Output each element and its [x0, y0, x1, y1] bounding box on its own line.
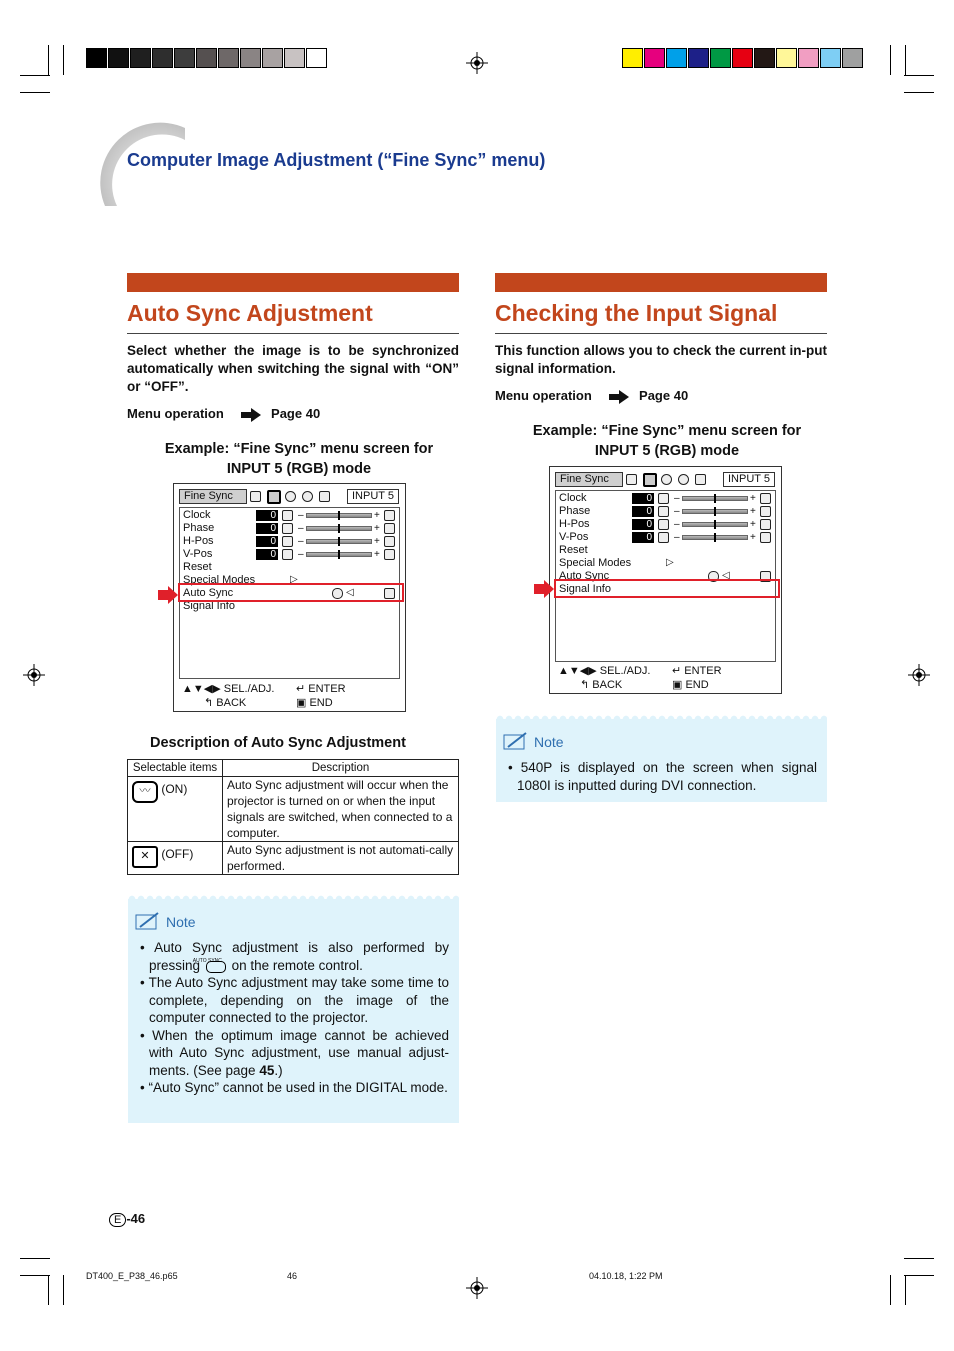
- description-table: [127, 759, 459, 875]
- osd-row-icon: [384, 549, 395, 560]
- osd-row-label: V-Pos: [559, 531, 589, 543]
- picture-menu-icon: [250, 491, 261, 502]
- gray-swatch: [152, 48, 173, 68]
- minus-icon: –: [298, 510, 304, 521]
- nav-sel: ▲▼◀▶ SEL./ADJ.: [558, 665, 651, 677]
- note-body: [508, 759, 817, 794]
- table-header: Selectable items: [128, 760, 223, 777]
- crop-mark: [20, 92, 50, 93]
- osd-row-icon: [760, 519, 771, 530]
- table-row: [128, 842, 459, 875]
- osd-row-icon: [384, 523, 395, 534]
- osd-row-value: 0: [256, 549, 278, 560]
- language-menu-icon: [319, 491, 330, 502]
- gray-swatch: [240, 48, 261, 68]
- auto-sync-on-icon: 〰: [132, 781, 158, 803]
- osd-row-label: Special Modes: [183, 574, 256, 586]
- plus-icon: +: [374, 523, 380, 534]
- menu-operation-page: Page 40: [271, 406, 321, 421]
- osd-row-icon: [282, 510, 293, 521]
- osd-row-icon: [658, 506, 669, 517]
- osd-row-value: 0: [256, 523, 278, 534]
- auto-sync-button-label: AUTO SYNC: [192, 957, 222, 964]
- osd-input-label: INPUT 5: [347, 489, 399, 504]
- osd-row-value: 0: [632, 506, 654, 517]
- plus-icon: +: [750, 506, 756, 517]
- osd-row-value: 0: [256, 510, 278, 521]
- nav-sel-label: SEL./ADJ.: [599, 665, 651, 677]
- table-header: Description: [223, 760, 459, 777]
- minus-icon: –: [674, 493, 680, 504]
- color-swatch: [644, 48, 665, 68]
- pointer-arrow-icon: [544, 580, 554, 598]
- osd-row-icon: [282, 549, 293, 560]
- osd-slider-marker: [338, 550, 340, 559]
- note-item: • The Auto Sync adjustment may take some time to complete, depending on the image of the computer connected to the projector.: [140, 975, 450, 1025]
- note-box-right: [496, 719, 827, 802]
- crop-mark: [63, 45, 64, 75]
- plus-icon: +: [750, 519, 756, 530]
- osd-slider-marker: [714, 520, 716, 529]
- color-swatch: [688, 48, 709, 68]
- osd-row-value: 0: [632, 519, 654, 530]
- color-swatch: [622, 48, 643, 68]
- submenu-arrow-icon: ▷: [290, 574, 298, 585]
- crop-mark: [20, 1258, 50, 1259]
- table-cell-desc: Auto Sync adjustment will occur when the projector is turned on or when the input signals are switched, when connected to a computer.: [223, 777, 459, 842]
- note-edge: [128, 895, 459, 903]
- options-menu-icon: [302, 491, 313, 502]
- page-title: Computer Image Adjustment (“Fine Sync” menu): [127, 150, 546, 170]
- crop-mark: [904, 1258, 934, 1259]
- page-number-text: -46: [126, 1211, 146, 1226]
- crop-mark: [63, 1275, 64, 1305]
- menu-operation: [127, 406, 320, 422]
- registration-mark-icon: [908, 664, 930, 686]
- minus-icon: –: [674, 532, 680, 543]
- plus-icon: +: [750, 493, 756, 504]
- item-on-label: (ON): [161, 782, 188, 796]
- note-text: on the remote control.: [231, 957, 363, 973]
- setup-menu-icon: [661, 474, 672, 485]
- color-swatch: [820, 48, 841, 68]
- note-edge: [496, 715, 827, 723]
- crop-mark: [890, 45, 891, 75]
- color-swatch: [798, 48, 819, 68]
- section-rule: [495, 333, 827, 334]
- table-row: [128, 777, 459, 842]
- minus-icon: –: [674, 506, 680, 517]
- osd-row-label: Auto Sync: [183, 587, 234, 599]
- plus-icon: +: [374, 510, 380, 521]
- crop-mark: [904, 75, 934, 76]
- minus-icon: –: [298, 536, 304, 547]
- pointer-arrow-icon: [168, 586, 178, 604]
- color-swatch: [666, 48, 687, 68]
- section-bar: [495, 273, 827, 292]
- footer-file: DT400_E_P38_46.p65: [86, 1271, 178, 1281]
- nav-enter: ↵ ENTER: [672, 665, 722, 677]
- nav-back: ↰ BACK: [580, 679, 623, 691]
- intro-text: Select whether the image is to be synchronized automatically when switching the signal with “ON” or “OFF”.: [127, 343, 459, 394]
- color-swatch: [776, 48, 797, 68]
- osd-tab: Fine Sync: [179, 489, 247, 504]
- osd-row-value: 0: [632, 493, 654, 504]
- osd-row-icon: [282, 536, 293, 547]
- minus-icon: –: [674, 519, 680, 530]
- minus-icon: –: [298, 523, 304, 534]
- osd-row-label: Reset: [559, 544, 588, 556]
- osd-slider-marker: [338, 511, 340, 520]
- language-menu-icon: [695, 474, 706, 485]
- example-caption: [140, 439, 458, 479]
- nav-back-label: BACK: [216, 697, 247, 709]
- setup-menu-icon: [285, 491, 296, 502]
- plus-icon: +: [374, 549, 380, 560]
- menu-operation-page: Page 40: [639, 388, 689, 403]
- note-text: “Auto Sync” cannot be used in the DIGITAL mode.: [148, 1080, 448, 1095]
- osd-slider-marker: [714, 507, 716, 516]
- gray-swatch: [196, 48, 217, 68]
- osd-slider-marker: [338, 537, 340, 546]
- osd-row-icon: [760, 506, 771, 517]
- table-caption: Description of Auto Sync Adjustment: [150, 735, 406, 751]
- gray-swatch: [218, 48, 239, 68]
- table-cell-item: [128, 777, 223, 842]
- gray-swatch: [174, 48, 195, 68]
- nav-enter-label: ENTER: [684, 665, 722, 677]
- fine-sync-menu-icon: [267, 490, 281, 504]
- item-off-label: (OFF): [161, 847, 194, 861]
- footer-date: 04.10.18, 1:22 PM: [589, 1271, 663, 1281]
- pencil-icon: [502, 731, 528, 751]
- crop-mark: [48, 1275, 49, 1305]
- auto-sync-button-icon: [192, 957, 228, 973]
- nav-end-label: END: [685, 679, 709, 691]
- color-swatch: [710, 48, 731, 68]
- osd-row-label: Auto Sync: [559, 570, 610, 582]
- color-swatch: [754, 48, 775, 68]
- table-cell-desc: Auto Sync adjustment is not automati-cally performed.: [223, 842, 459, 875]
- crop-mark: [20, 75, 50, 76]
- auto-sync-off-icon: ✕: [132, 846, 158, 868]
- table-header-row: [128, 760, 459, 777]
- footer-folio: 46: [287, 1271, 298, 1281]
- osd-screen-right: [549, 466, 782, 694]
- gray-swatch: [130, 48, 151, 68]
- osd-row-label: V-Pos: [183, 548, 213, 560]
- color-swatch: [732, 48, 753, 68]
- nav-enter: ↵ ENTER: [296, 683, 346, 695]
- nav-sel-label: SEL./ADJ.: [223, 683, 275, 695]
- page-ref: 45: [259, 1062, 275, 1078]
- registration-mark-icon: [466, 1277, 488, 1299]
- arrow-right-icon: [251, 408, 261, 422]
- color-swatch: [842, 48, 863, 68]
- menu-operation-label: Menu operation: [495, 388, 592, 403]
- osd-row-icon: [384, 536, 395, 547]
- section-title-input-signal: Checking the Input Signal: [495, 300, 778, 326]
- osd-input-label: INPUT 5: [723, 472, 775, 487]
- osd-row-value: 0: [632, 532, 654, 543]
- note-item: • Auto Sync adjustment is also performed by pressing AUTO SYNC on the remote control.: [140, 940, 449, 973]
- nav-end: ▣ END: [296, 697, 333, 709]
- submenu-arrow-icon: ▷: [666, 557, 674, 568]
- nav-end-label: END: [309, 697, 333, 709]
- osd-row-label: H-Pos: [183, 535, 214, 547]
- example-line-1: Example: “Fine Sync” menu screen for: [164, 441, 434, 457]
- osd-row-label: Special Modes: [559, 557, 632, 569]
- table-cell-item: [128, 842, 223, 875]
- plus-icon: +: [374, 536, 380, 547]
- language-badge: E: [109, 1213, 126, 1227]
- example-line-1: Example: “Fine Sync” menu screen for: [532, 423, 802, 439]
- osd-row-label: Phase: [559, 505, 591, 517]
- options-menu-icon: [678, 474, 689, 485]
- note-heading: Note: [534, 734, 564, 750]
- osd-slider-marker: [714, 533, 716, 542]
- crop-mark: [890, 1275, 891, 1305]
- gray-swatch: [306, 48, 327, 68]
- plus-icon: +: [750, 532, 756, 543]
- osd-row-icon: [658, 519, 669, 530]
- gray-swatch: [108, 48, 129, 68]
- nav-end: ▣ END: [672, 679, 709, 691]
- note-text: When the optimum image cannot be achieved with Auto Sync adjustment, use manual adjust-ments. (See page: [149, 1027, 449, 1078]
- selector-arrow-icon: ◁: [346, 587, 354, 598]
- note-item: • When the optimum image cannot be achieved with Auto Sync adjustment, use manual adjust-ments. (See page 45.): [140, 1027, 449, 1078]
- highlight-signal-info: [554, 579, 780, 598]
- note-body: [140, 939, 449, 1097]
- selector-arrow-icon: ◁: [722, 570, 730, 581]
- osd-row-icon: [760, 532, 771, 543]
- osd-row-icon: [384, 510, 395, 521]
- crop-mark: [905, 45, 906, 75]
- example-caption: [508, 421, 826, 461]
- note-item: • “Auto Sync” cannot be used in the DIGITAL mode.: [140, 1080, 448, 1095]
- osd-row-label: Clock: [183, 509, 211, 521]
- osd-slider-marker: [338, 524, 340, 533]
- menu-operation: [495, 388, 688, 404]
- note-text: 540P is displayed on the screen when signal 1080I is inputted during DVI connection.: [517, 760, 817, 793]
- note-box-left: [128, 899, 459, 1123]
- note-text: .): [274, 1062, 283, 1078]
- crop-mark: [905, 1275, 906, 1305]
- intro-text: This function allows you to check the current in-put signal information.: [495, 343, 827, 376]
- gray-swatch: [86, 48, 107, 68]
- picture-menu-icon: [626, 474, 637, 485]
- osd-row-label: Signal Info: [183, 600, 235, 612]
- crop-mark: [904, 1275, 934, 1276]
- crop-mark: [904, 92, 934, 93]
- osd-slider-marker: [714, 494, 716, 503]
- highlight-auto-sync: [178, 583, 404, 602]
- nav-sel: ▲▼◀▶ SEL./ADJ.: [182, 683, 275, 695]
- registration-mark-icon: [466, 52, 488, 74]
- minus-icon: –: [298, 549, 304, 560]
- osd-row-icon: [760, 493, 771, 504]
- registration-mark-icon: [23, 664, 45, 686]
- crop-mark: [20, 1275, 50, 1276]
- osd-row-label: Signal Info: [559, 583, 611, 595]
- gray-swatch: [284, 48, 305, 68]
- nav-enter-label: ENTER: [308, 683, 346, 695]
- page-number: [109, 1211, 145, 1227]
- osd-row-icon: [282, 523, 293, 534]
- note-text: The Auto Sync adjustment may take some time to complete, depending on the image of the computer connected to the projector.: [148, 975, 450, 1025]
- note-item: • 540P is displayed on the screen when signal 1080I is inputted during DVI connection.: [508, 760, 817, 793]
- nav-back-label: BACK: [592, 679, 623, 691]
- example-line-2: INPUT 5 (RGB) mode: [226, 461, 372, 477]
- osd-row-label: Clock: [559, 492, 587, 504]
- note-heading: Note: [166, 914, 196, 930]
- section-bar: [127, 273, 459, 292]
- osd-row-label: H-Pos: [559, 518, 590, 530]
- crop-mark: [48, 45, 49, 75]
- osd-tab: Fine Sync: [555, 472, 623, 487]
- note-text: Auto Sync adjustment is also performed by pressing: [149, 940, 449, 973]
- osd-row-icon: [658, 493, 669, 504]
- gray-swatch: [262, 48, 283, 68]
- arrow-right-icon: [619, 390, 629, 404]
- osd-screen-left: [173, 483, 406, 712]
- osd-row-value: 0: [256, 536, 278, 547]
- section-title-auto-sync: Auto Sync Adjustment: [127, 300, 373, 326]
- section-rule: [127, 333, 459, 334]
- nav-back: ↰ BACK: [204, 697, 247, 709]
- osd-row-icon: [658, 532, 669, 543]
- fine-sync-menu-icon: [643, 473, 657, 487]
- example-line-2: INPUT 5 (RGB) mode: [594, 443, 740, 459]
- menu-operation-label: Menu operation: [127, 406, 224, 421]
- pencil-icon: [134, 911, 160, 931]
- osd-row-label: Reset: [183, 561, 212, 573]
- osd-row-label: Phase: [183, 522, 215, 534]
